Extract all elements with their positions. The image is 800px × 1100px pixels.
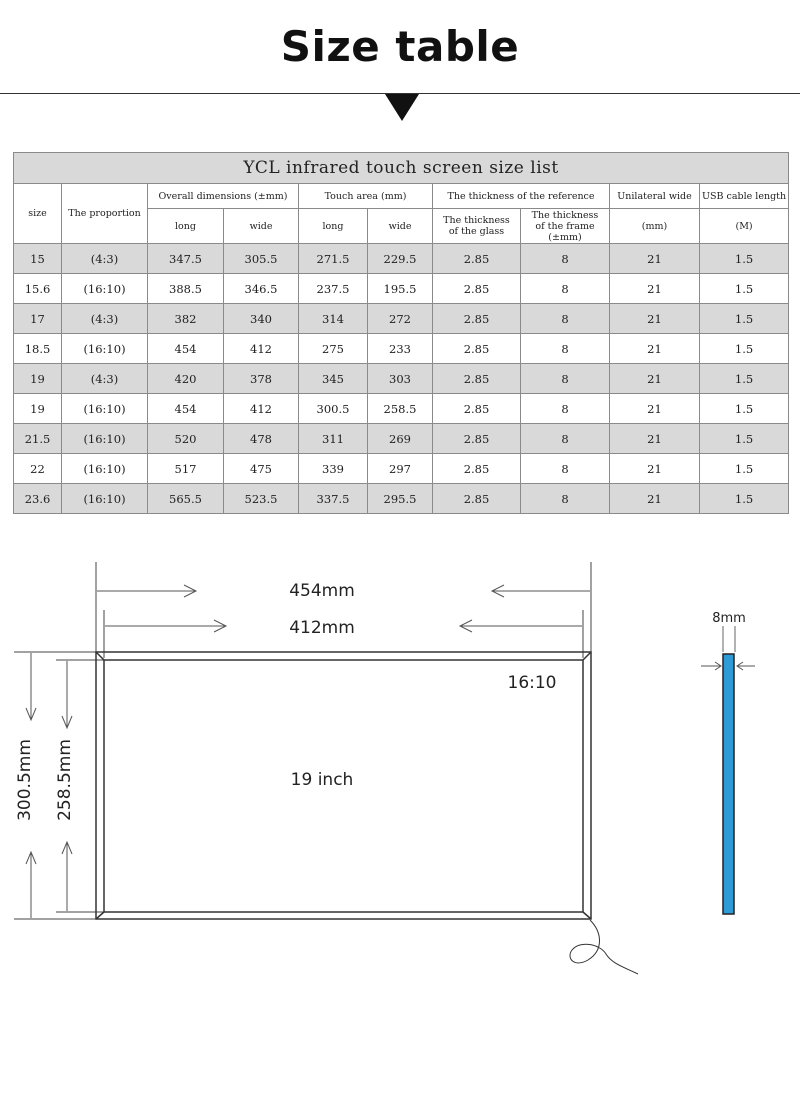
cell-frame-thickness: 8	[521, 424, 610, 454]
cell-touch-long: 271.5	[299, 244, 368, 274]
cell-frame-thickness: 8	[521, 484, 610, 514]
cell-usb-length: 1.5	[700, 274, 789, 304]
table-row	[14, 334, 789, 364]
cell-touch-long: 345	[299, 364, 368, 394]
cell-proportion: (4:3)	[62, 304, 148, 334]
cell-unilateral: 21	[610, 304, 700, 334]
cell-touch-wide: 269	[368, 424, 433, 454]
cell-overall-wide: 378	[224, 364, 299, 394]
cell-touch-long: 237.5	[299, 274, 368, 304]
cell-glass-thickness: 2.85	[433, 274, 521, 304]
glass-line-1: The thickness	[443, 215, 510, 226]
cell-unilateral: 21	[610, 244, 700, 274]
cell-size: 18.5	[14, 334, 62, 364]
cell-overall-long: 382	[148, 304, 224, 334]
cell-usb-length: 1.5	[700, 454, 789, 484]
cell-overall-wide: 305.5	[224, 244, 299, 274]
cell-size: 15.6	[14, 274, 62, 304]
table-row	[14, 424, 789, 454]
cell-touch-wide: 258.5	[368, 394, 433, 424]
cell-touch-wide: 229.5	[368, 244, 433, 274]
table-row	[14, 304, 789, 334]
header-proportion: The proportion	[62, 184, 148, 244]
cell-glass-thickness: 2.85	[433, 244, 521, 274]
dimension-diagram	[0, 540, 800, 1100]
cell-glass-thickness: 2.85	[433, 304, 521, 334]
cell-touch-wide: 295.5	[368, 484, 433, 514]
cell-touch-long: 311	[299, 424, 368, 454]
cell-size: 15	[14, 244, 62, 274]
down-triangle-icon	[385, 94, 419, 121]
header-unilateral-wide: Unilateral wide	[610, 184, 700, 209]
cell-proportion: (16:10)	[62, 334, 148, 364]
header-frame-thickness	[521, 209, 610, 244]
cell-usb-length: 1.5	[700, 334, 789, 364]
cell-usb-length: 1.5	[700, 484, 789, 514]
table-row	[14, 364, 789, 394]
cell-proportion: (4:3)	[62, 364, 148, 394]
cell-overall-long: 520	[148, 424, 224, 454]
cell-size: 19	[14, 394, 62, 424]
cell-overall-long: 454	[148, 334, 224, 364]
usb-cable	[570, 920, 638, 974]
extension-lines	[14, 562, 591, 919]
cell-touch-wide: 272	[368, 304, 433, 334]
cell-touch-wide: 303	[368, 364, 433, 394]
cell-overall-long: 454	[148, 394, 224, 424]
cell-overall-wide: 412	[224, 334, 299, 364]
frame-line-1: The thickness	[531, 209, 599, 221]
cell-overall-wide: 340	[224, 304, 299, 334]
cell-unilateral: 21	[610, 454, 700, 484]
header-size: size	[14, 184, 62, 244]
cell-size: 22	[14, 454, 62, 484]
header-unilateral-unit: (mm)	[610, 209, 700, 244]
cell-touch-long: 337.5	[299, 484, 368, 514]
cell-unilateral: 21	[610, 484, 700, 514]
table-row	[14, 244, 789, 274]
cell-overall-long: 347.5	[148, 244, 224, 274]
cell-unilateral: 21	[610, 364, 700, 394]
cell-overall-long: 388.5	[148, 274, 224, 304]
cell-frame-thickness: 8	[521, 364, 610, 394]
size-table	[13, 152, 789, 514]
cell-unilateral: 21	[610, 424, 700, 454]
header-thickness-reference: The thickness of the reference	[433, 184, 610, 209]
header-glass-thickness	[433, 209, 521, 244]
cell-proportion: (16:10)	[62, 394, 148, 424]
header-overall-wide: wide	[224, 209, 299, 244]
header-overall-long: long	[148, 209, 224, 244]
frame-line-2: of the frame	[535, 220, 595, 232]
cell-overall-wide: 475	[224, 454, 299, 484]
cell-size: 23.6	[14, 484, 62, 514]
cell-touch-wide: 195.5	[368, 274, 433, 304]
cell-size: 17	[14, 304, 62, 334]
frame-profile	[701, 626, 755, 914]
cell-touch-long: 300.5	[299, 394, 368, 424]
outer-height-label: 300.5mm	[15, 739, 35, 821]
cell-proportion: (4:3)	[62, 244, 148, 274]
header-overall-dimensions: Overall dimensions (±mm)	[148, 184, 299, 209]
cell-overall-long: 565.5	[148, 484, 224, 514]
cell-frame-thickness: 8	[521, 274, 610, 304]
page-title: Size table	[280, 22, 520, 71]
header-usb-cable-length: USB cable length	[700, 184, 789, 209]
cell-proportion: (16:10)	[62, 484, 148, 514]
cell-overall-wide: 346.5	[224, 274, 299, 304]
frame-line-3: (±mm)	[548, 231, 582, 243]
cell-frame-thickness: 8	[521, 454, 610, 484]
cell-overall-wide: 523.5	[224, 484, 299, 514]
cell-overall-wide: 412	[224, 394, 299, 424]
cell-proportion: (16:10)	[62, 274, 148, 304]
cell-glass-thickness: 2.85	[433, 484, 521, 514]
table-row	[14, 454, 789, 484]
cell-overall-wide: 478	[224, 424, 299, 454]
inner-height-label: 258.5mm	[55, 739, 75, 821]
header-usb-unit: (M)	[700, 209, 789, 244]
cell-glass-thickness: 2.85	[433, 424, 521, 454]
cell-glass-thickness: 2.85	[433, 334, 521, 364]
cell-overall-long: 517	[148, 454, 224, 484]
table-row	[14, 274, 789, 304]
cell-frame-thickness: 8	[521, 304, 610, 334]
cell-usb-length: 1.5	[700, 244, 789, 274]
outer-width-label: 454mm	[289, 581, 355, 601]
cell-overall-long: 420	[148, 364, 224, 394]
cell-unilateral: 21	[610, 274, 700, 304]
table-row	[14, 484, 789, 514]
header-touch-area: Touch area (mm)	[299, 184, 433, 209]
cell-glass-thickness: 2.85	[433, 364, 521, 394]
cell-unilateral: 21	[610, 394, 700, 424]
cell-touch-long: 314	[299, 304, 368, 334]
cell-glass-thickness: 2.85	[433, 454, 521, 484]
table-row	[14, 394, 789, 424]
inner-width-label: 412mm	[289, 618, 355, 638]
cell-proportion: (16:10)	[62, 454, 148, 484]
cell-usb-length: 1.5	[700, 364, 789, 394]
cell-touch-long: 339	[299, 454, 368, 484]
cell-unilateral: 21	[610, 334, 700, 364]
cell-touch-wide: 297	[368, 454, 433, 484]
cell-usb-length: 1.5	[700, 304, 789, 334]
cell-frame-thickness: 8	[521, 334, 610, 364]
ratio-label: 16:10	[507, 673, 557, 693]
table-title: YCL infrared touch screen size list	[14, 153, 789, 184]
cell-glass-thickness: 2.85	[433, 394, 521, 424]
cell-proportion: (16:10)	[62, 424, 148, 454]
cell-size: 21.5	[14, 424, 62, 454]
thickness-label: 8mm	[712, 611, 746, 626]
cell-touch-wide: 233	[368, 334, 433, 364]
header-touch-long: long	[299, 209, 368, 244]
cell-usb-length: 1.5	[700, 424, 789, 454]
cell-size: 19	[14, 364, 62, 394]
size-label: 19 inch	[290, 770, 354, 790]
cell-usb-length: 1.5	[700, 394, 789, 424]
cell-touch-long: 275	[299, 334, 368, 364]
glass-line-2: of the glass	[448, 226, 505, 237]
header-touch-wide: wide	[368, 209, 433, 244]
cell-frame-thickness: 8	[521, 394, 610, 424]
cell-frame-thickness: 8	[521, 244, 610, 274]
